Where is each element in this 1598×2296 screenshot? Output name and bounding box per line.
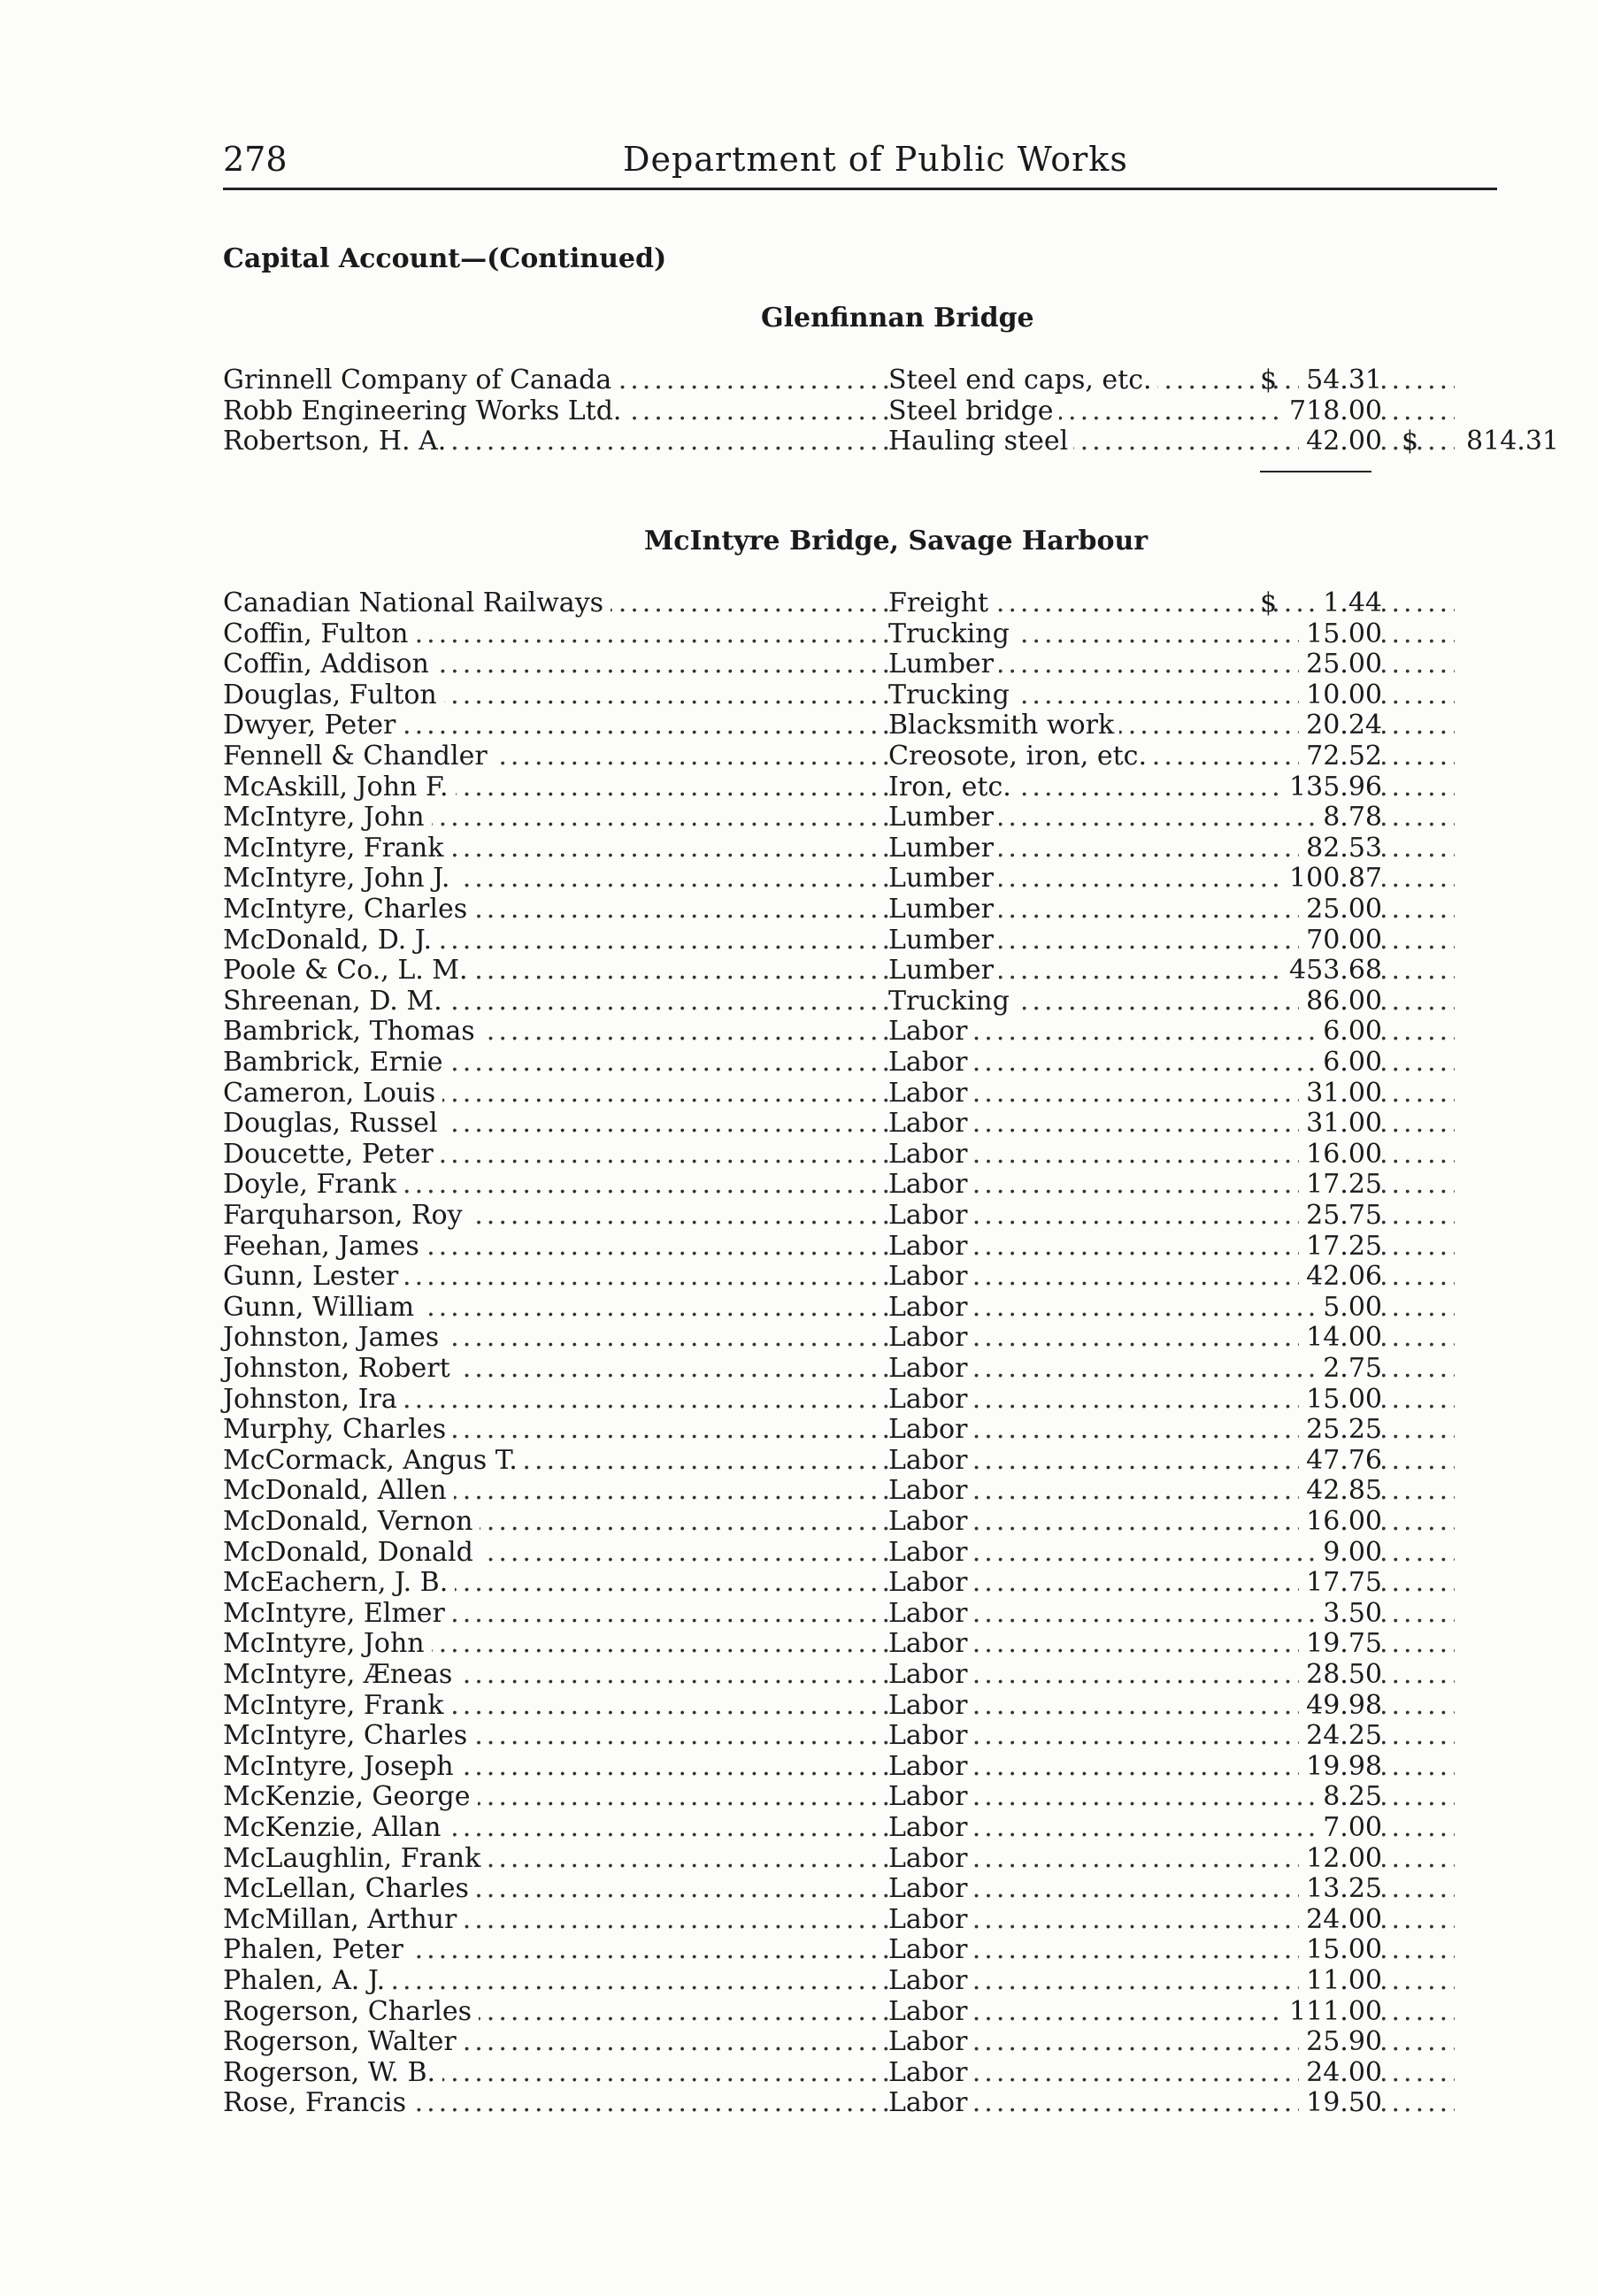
expense-amount: 453.68 bbox=[1282, 955, 1382, 986]
table-row bbox=[223, 1934, 1559, 1965]
table-row bbox=[223, 2026, 1559, 2057]
section-total: 814.31 bbox=[1466, 426, 1559, 457]
expense-amount: 1.44 bbox=[1316, 587, 1382, 618]
expense-purpose: Lumber bbox=[888, 833, 999, 864]
payee-name: McIntyre, John bbox=[223, 1628, 432, 1659]
payee-name: Grinnell Company of Canada bbox=[223, 365, 618, 395]
table-row bbox=[223, 1139, 1559, 1170]
table-row bbox=[223, 1751, 1559, 1782]
expense-purpose: Labor bbox=[888, 1169, 972, 1200]
expense-purpose: Blacksmith work bbox=[888, 710, 1119, 741]
payee-name: Robertson, H. A. bbox=[223, 426, 453, 457]
expense-amount: 19.98 bbox=[1299, 1751, 1382, 1782]
payee-name: Robb Engineering Works Ltd. bbox=[223, 395, 628, 426]
expense-amount: 24.00 bbox=[1299, 1904, 1382, 1935]
expense-amount: 47.76 bbox=[1299, 1445, 1382, 1476]
table-row bbox=[223, 1904, 1559, 1935]
payee-name: Johnston, Robert bbox=[223, 1353, 457, 1384]
mcintyre-bridge-heading: McIntyre Bridge, Savage Harbour bbox=[644, 526, 1149, 557]
expense-purpose: Labor bbox=[888, 1537, 972, 1568]
payee-name: Shreenan, D. M. bbox=[223, 986, 449, 1017]
payee-name: Doucette, Peter bbox=[223, 1139, 441, 1170]
table-row bbox=[223, 1384, 1559, 1415]
table-row bbox=[223, 1108, 1559, 1139]
expense-purpose: Labor bbox=[888, 1078, 972, 1109]
expense-purpose: Labor bbox=[888, 1843, 972, 1874]
payee-name: McDonald, Vernon bbox=[223, 1506, 480, 1537]
expense-amount: 42.00 bbox=[1299, 426, 1382, 457]
expense-purpose: Labor bbox=[888, 1047, 972, 1078]
expense-amount: 31.00 bbox=[1299, 1108, 1382, 1139]
expense-amount: 25.00 bbox=[1299, 894, 1382, 925]
table-row bbox=[223, 772, 1559, 802]
expense-purpose: Labor bbox=[888, 1567, 972, 1598]
expense-amount: 6.00 bbox=[1316, 1016, 1382, 1047]
table-row bbox=[223, 1016, 1559, 1047]
expense-purpose: Labor bbox=[888, 1659, 972, 1690]
expense-purpose: Labor bbox=[888, 1812, 972, 1843]
expense-purpose: Lumber bbox=[888, 863, 999, 894]
expense-amount: 15.00 bbox=[1299, 1934, 1382, 1965]
expense-amount: 82.53 bbox=[1299, 833, 1382, 864]
table-row bbox=[223, 1445, 1559, 1476]
table-row bbox=[223, 1659, 1559, 1690]
total-dollar-sign: $ bbox=[1402, 426, 1419, 457]
payee-name: McDonald, Donald bbox=[223, 1537, 480, 1568]
expense-purpose: Iron, etc. bbox=[888, 772, 1017, 802]
expense-amount: 24.00 bbox=[1299, 2057, 1382, 2088]
expense-purpose: Labor bbox=[888, 1445, 972, 1476]
table-row bbox=[223, 955, 1559, 986]
table-row bbox=[223, 1169, 1559, 1200]
payee-name: Fennell & Chandler bbox=[223, 741, 495, 772]
table-row bbox=[223, 365, 1559, 395]
expense-amount: 17.25 bbox=[1299, 1231, 1382, 1262]
table-row bbox=[223, 1720, 1559, 1751]
payee-name: Johnston, James bbox=[223, 1322, 446, 1353]
table-row bbox=[223, 618, 1559, 649]
expense-amount: 25.25 bbox=[1299, 1414, 1382, 1445]
expense-purpose: Labor bbox=[888, 1965, 972, 1996]
expense-purpose: Labor bbox=[888, 1292, 972, 1323]
expense-amount: 8.25 bbox=[1316, 1781, 1382, 1812]
expense-amount: 28.50 bbox=[1299, 1659, 1382, 1690]
payee-name: McKenzie, George bbox=[223, 1781, 478, 1812]
expense-amount: 111.00 bbox=[1282, 1996, 1382, 2027]
payee-name: McKenzie, Allan bbox=[223, 1812, 449, 1843]
expense-purpose: Labor bbox=[888, 1108, 972, 1139]
expense-purpose: Lumber bbox=[888, 802, 999, 833]
expense-purpose: Labor bbox=[888, 1781, 972, 1812]
table-row bbox=[223, 680, 1559, 710]
glenfinnan-bridge-heading: Glenfinnan Bridge bbox=[761, 303, 1034, 334]
expense-amount: 135.96 bbox=[1282, 772, 1382, 802]
expense-amount: 10.00 bbox=[1299, 680, 1382, 710]
expense-amount: 49.98 bbox=[1299, 1690, 1382, 1721]
expense-purpose: Steel end caps, etc. bbox=[888, 365, 1157, 395]
table-row bbox=[223, 894, 1559, 925]
table-row bbox=[223, 986, 1559, 1017]
table-row bbox=[223, 1078, 1559, 1109]
payee-name: McEachern, J. B. bbox=[223, 1567, 455, 1598]
table-row bbox=[223, 1873, 1559, 1904]
expense-purpose: Labor bbox=[888, 1353, 972, 1384]
expense-purpose: Labor bbox=[888, 1934, 972, 1965]
expense-amount: 8.78 bbox=[1316, 802, 1382, 833]
expense-purpose: Labor bbox=[888, 1322, 972, 1353]
section-heading: Capital Account—(Continued) bbox=[223, 243, 667, 274]
expense-purpose: Labor bbox=[888, 1628, 972, 1659]
table-row bbox=[223, 587, 1559, 618]
expense-amount: 25.90 bbox=[1299, 2026, 1382, 2057]
table-row bbox=[223, 1353, 1559, 1384]
payee-name: Bambrick, Ernie bbox=[223, 1047, 449, 1078]
expense-amount: 6.00 bbox=[1316, 1047, 1382, 1078]
payee-name: Canadian National Railways bbox=[223, 587, 611, 618]
expense-amount: 3.50 bbox=[1316, 1598, 1382, 1629]
payee-name: McLellan, Charles bbox=[223, 1873, 476, 1904]
expense-purpose: Labor bbox=[888, 1506, 972, 1537]
expense-purpose: Freight bbox=[888, 587, 994, 618]
expense-purpose: Labor bbox=[888, 1751, 972, 1782]
expense-purpose: Labor bbox=[888, 1414, 972, 1445]
table-row bbox=[223, 1996, 1559, 2027]
expense-purpose: Labor bbox=[888, 1016, 972, 1047]
table-row bbox=[223, 1567, 1559, 1598]
expense-amount: 19.75 bbox=[1299, 1628, 1382, 1659]
expense-purpose: Trucking bbox=[888, 618, 1015, 649]
expense-purpose: Labor bbox=[888, 1200, 972, 1231]
expense-purpose: Labor bbox=[888, 1231, 972, 1262]
expense-purpose: Labor bbox=[888, 1873, 972, 1904]
payee-name: McLaughlin, Frank bbox=[223, 1843, 488, 1874]
table-row bbox=[223, 1690, 1559, 1721]
table-row bbox=[223, 649, 1559, 680]
expense-purpose: Labor bbox=[888, 1690, 972, 1721]
expense-amount: 54.31 bbox=[1299, 365, 1382, 395]
payee-name: Feehan, James bbox=[223, 1231, 426, 1262]
expense-purpose: Steel bridge bbox=[888, 395, 1059, 426]
expense-amount: 31.00 bbox=[1299, 1078, 1382, 1109]
payee-name: Rogerson, Charles bbox=[223, 1996, 479, 2027]
dollar-sign: $ bbox=[1260, 587, 1278, 618]
expense-purpose: Labor bbox=[888, 2087, 972, 2118]
payee-name: McAskill, John F. bbox=[223, 772, 456, 802]
payee-name: McIntyre, John J. bbox=[223, 863, 457, 894]
expense-purpose: Labor bbox=[888, 1139, 972, 1170]
table-row bbox=[223, 1781, 1559, 1812]
table-row bbox=[223, 1231, 1559, 1262]
expense-amount: 100.87 bbox=[1282, 863, 1382, 894]
payee-name: Douglas, Russel bbox=[223, 1108, 445, 1139]
expense-amount: 25.75 bbox=[1299, 1200, 1382, 1231]
payee-name: Johnston, Ira bbox=[223, 1384, 404, 1415]
payee-name: Gunn, William bbox=[223, 1292, 421, 1323]
expense-purpose: Hauling steel bbox=[888, 426, 1073, 457]
expense-amount: 42.85 bbox=[1299, 1475, 1382, 1506]
expense-amount: 17.75 bbox=[1299, 1567, 1382, 1598]
payee-name: Doyle, Frank bbox=[223, 1169, 403, 1200]
expense-purpose: Labor bbox=[888, 1598, 972, 1629]
expense-purpose: Lumber bbox=[888, 649, 999, 680]
expense-amount: 19.50 bbox=[1299, 2087, 1382, 2118]
expense-purpose: Labor bbox=[888, 1996, 972, 2027]
payee-name: Gunn, Lester bbox=[223, 1261, 405, 1292]
table-row bbox=[223, 1812, 1559, 1843]
expense-purpose: Creosote, iron, etc. bbox=[888, 741, 1152, 772]
expense-amount: 25.00 bbox=[1299, 649, 1382, 680]
payee-name: McDonald, D. J. bbox=[223, 925, 439, 956]
payee-name: McIntyre, Frank bbox=[223, 833, 450, 864]
payee-name: McCormack, Angus T. bbox=[223, 1445, 525, 1476]
expense-purpose: Lumber bbox=[888, 894, 999, 925]
expense-amount: 70.00 bbox=[1299, 925, 1382, 956]
payee-name: Farquharson, Roy bbox=[223, 1200, 470, 1231]
table-row bbox=[223, 1414, 1559, 1445]
expense-amount: 42.06 bbox=[1299, 1261, 1382, 1292]
expense-amount: 16.00 bbox=[1299, 1139, 1382, 1170]
expense-amount: 86.00 bbox=[1299, 986, 1382, 1017]
payee-name: Douglas, Fulton bbox=[223, 680, 444, 710]
expense-amount: 16.00 bbox=[1299, 1506, 1382, 1537]
expense-amount: 12.00 bbox=[1299, 1843, 1382, 1874]
expense-purpose: Labor bbox=[888, 1720, 972, 1751]
payee-name: McIntyre, Charles bbox=[223, 894, 474, 925]
page-header bbox=[223, 133, 1497, 190]
payee-name: McMillan, Arthur bbox=[223, 1904, 464, 1935]
table-row bbox=[223, 2057, 1559, 2088]
expense-purpose: Labor bbox=[888, 1475, 972, 1506]
table-row bbox=[223, 1475, 1559, 1506]
payee-name: Coffin, Fulton bbox=[223, 618, 416, 649]
payee-name: McDonald, Allen bbox=[223, 1475, 454, 1506]
expense-purpose: Labor bbox=[888, 2026, 972, 2057]
table-row bbox=[223, 925, 1559, 956]
table-row bbox=[223, 741, 1559, 772]
payee-name: Dwyer, Peter bbox=[223, 710, 403, 741]
expense-amount: 5.00 bbox=[1316, 1292, 1382, 1323]
expense-amount: 15.00 bbox=[1299, 1384, 1382, 1415]
table-row bbox=[223, 1537, 1559, 1568]
expense-purpose: Trucking bbox=[888, 680, 1015, 710]
subtotal-rule bbox=[1260, 471, 1371, 472]
expense-purpose: Lumber bbox=[888, 955, 999, 986]
dollar-sign: $ bbox=[1260, 365, 1278, 395]
table-row bbox=[223, 2087, 1559, 2118]
payee-name: McIntyre, Æneas bbox=[223, 1659, 459, 1690]
payee-name: Murphy, Charles bbox=[223, 1414, 453, 1445]
table-row bbox=[223, 395, 1559, 426]
payee-name: Rose, Francis bbox=[223, 2087, 413, 2118]
payee-name: McIntyre, Frank bbox=[223, 1690, 450, 1721]
expense-purpose: Trucking bbox=[888, 986, 1015, 1017]
expense-amount: 9.00 bbox=[1316, 1537, 1382, 1568]
table-row bbox=[223, 1322, 1559, 1353]
table-row bbox=[223, 1047, 1559, 1078]
table-row bbox=[223, 1506, 1559, 1537]
table-row bbox=[223, 1843, 1559, 1874]
payee-name: Cameron, Louis bbox=[223, 1078, 442, 1109]
payee-name: McIntyre, Joseph bbox=[223, 1751, 461, 1782]
payee-name: Rogerson, Walter bbox=[223, 2026, 464, 2057]
expense-amount: 15.00 bbox=[1299, 618, 1382, 649]
running-title: Department of Public Works bbox=[623, 140, 1128, 179]
payee-name: Phalen, A. J. bbox=[223, 1965, 392, 1996]
expense-purpose: Lumber bbox=[888, 925, 999, 956]
table-row bbox=[223, 1292, 1559, 1323]
expense-purpose: Labor bbox=[888, 2057, 972, 2088]
page-number: 278 bbox=[223, 140, 288, 179]
payee-name: McIntyre, Charles bbox=[223, 1720, 474, 1751]
table-row bbox=[223, 833, 1559, 864]
expense-purpose: Labor bbox=[888, 1904, 972, 1935]
table-row bbox=[223, 1598, 1559, 1629]
expense-amount: 13.25 bbox=[1299, 1873, 1382, 1904]
expense-amount: 14.00 bbox=[1299, 1322, 1382, 1353]
table-row bbox=[223, 710, 1559, 741]
table-row bbox=[223, 1200, 1559, 1231]
expense-amount: 7.00 bbox=[1316, 1812, 1382, 1843]
payee-name: Coffin, Addison bbox=[223, 649, 436, 680]
expense-amount: 718.00 bbox=[1282, 395, 1382, 426]
payee-name: Rogerson, W. B. bbox=[223, 2057, 442, 2088]
expense-amount: 72.52 bbox=[1299, 741, 1382, 772]
table-row bbox=[223, 863, 1559, 894]
payee-name: Phalen, Peter bbox=[223, 1934, 411, 1965]
expense-amount: 11.00 bbox=[1299, 1965, 1382, 1996]
expense-amount: 17.25 bbox=[1299, 1169, 1382, 1200]
expense-purpose: Labor bbox=[888, 1384, 972, 1415]
expense-purpose: Labor bbox=[888, 1261, 972, 1292]
payee-name: Poole & Co., L. M. bbox=[223, 955, 475, 986]
expense-amount: 20.24 bbox=[1299, 710, 1382, 741]
expense-amount: 2.75 bbox=[1316, 1353, 1382, 1384]
payee-name: McIntyre, Elmer bbox=[223, 1598, 452, 1629]
expense-amount: 24.25 bbox=[1299, 1720, 1382, 1751]
table-row bbox=[223, 1628, 1559, 1659]
table-row bbox=[223, 802, 1559, 833]
payee-name: McIntyre, John bbox=[223, 802, 432, 833]
table-row bbox=[223, 1965, 1559, 1996]
table-row bbox=[223, 426, 1559, 457]
payee-name: Bambrick, Thomas bbox=[223, 1016, 482, 1047]
table-row bbox=[223, 1261, 1559, 1292]
